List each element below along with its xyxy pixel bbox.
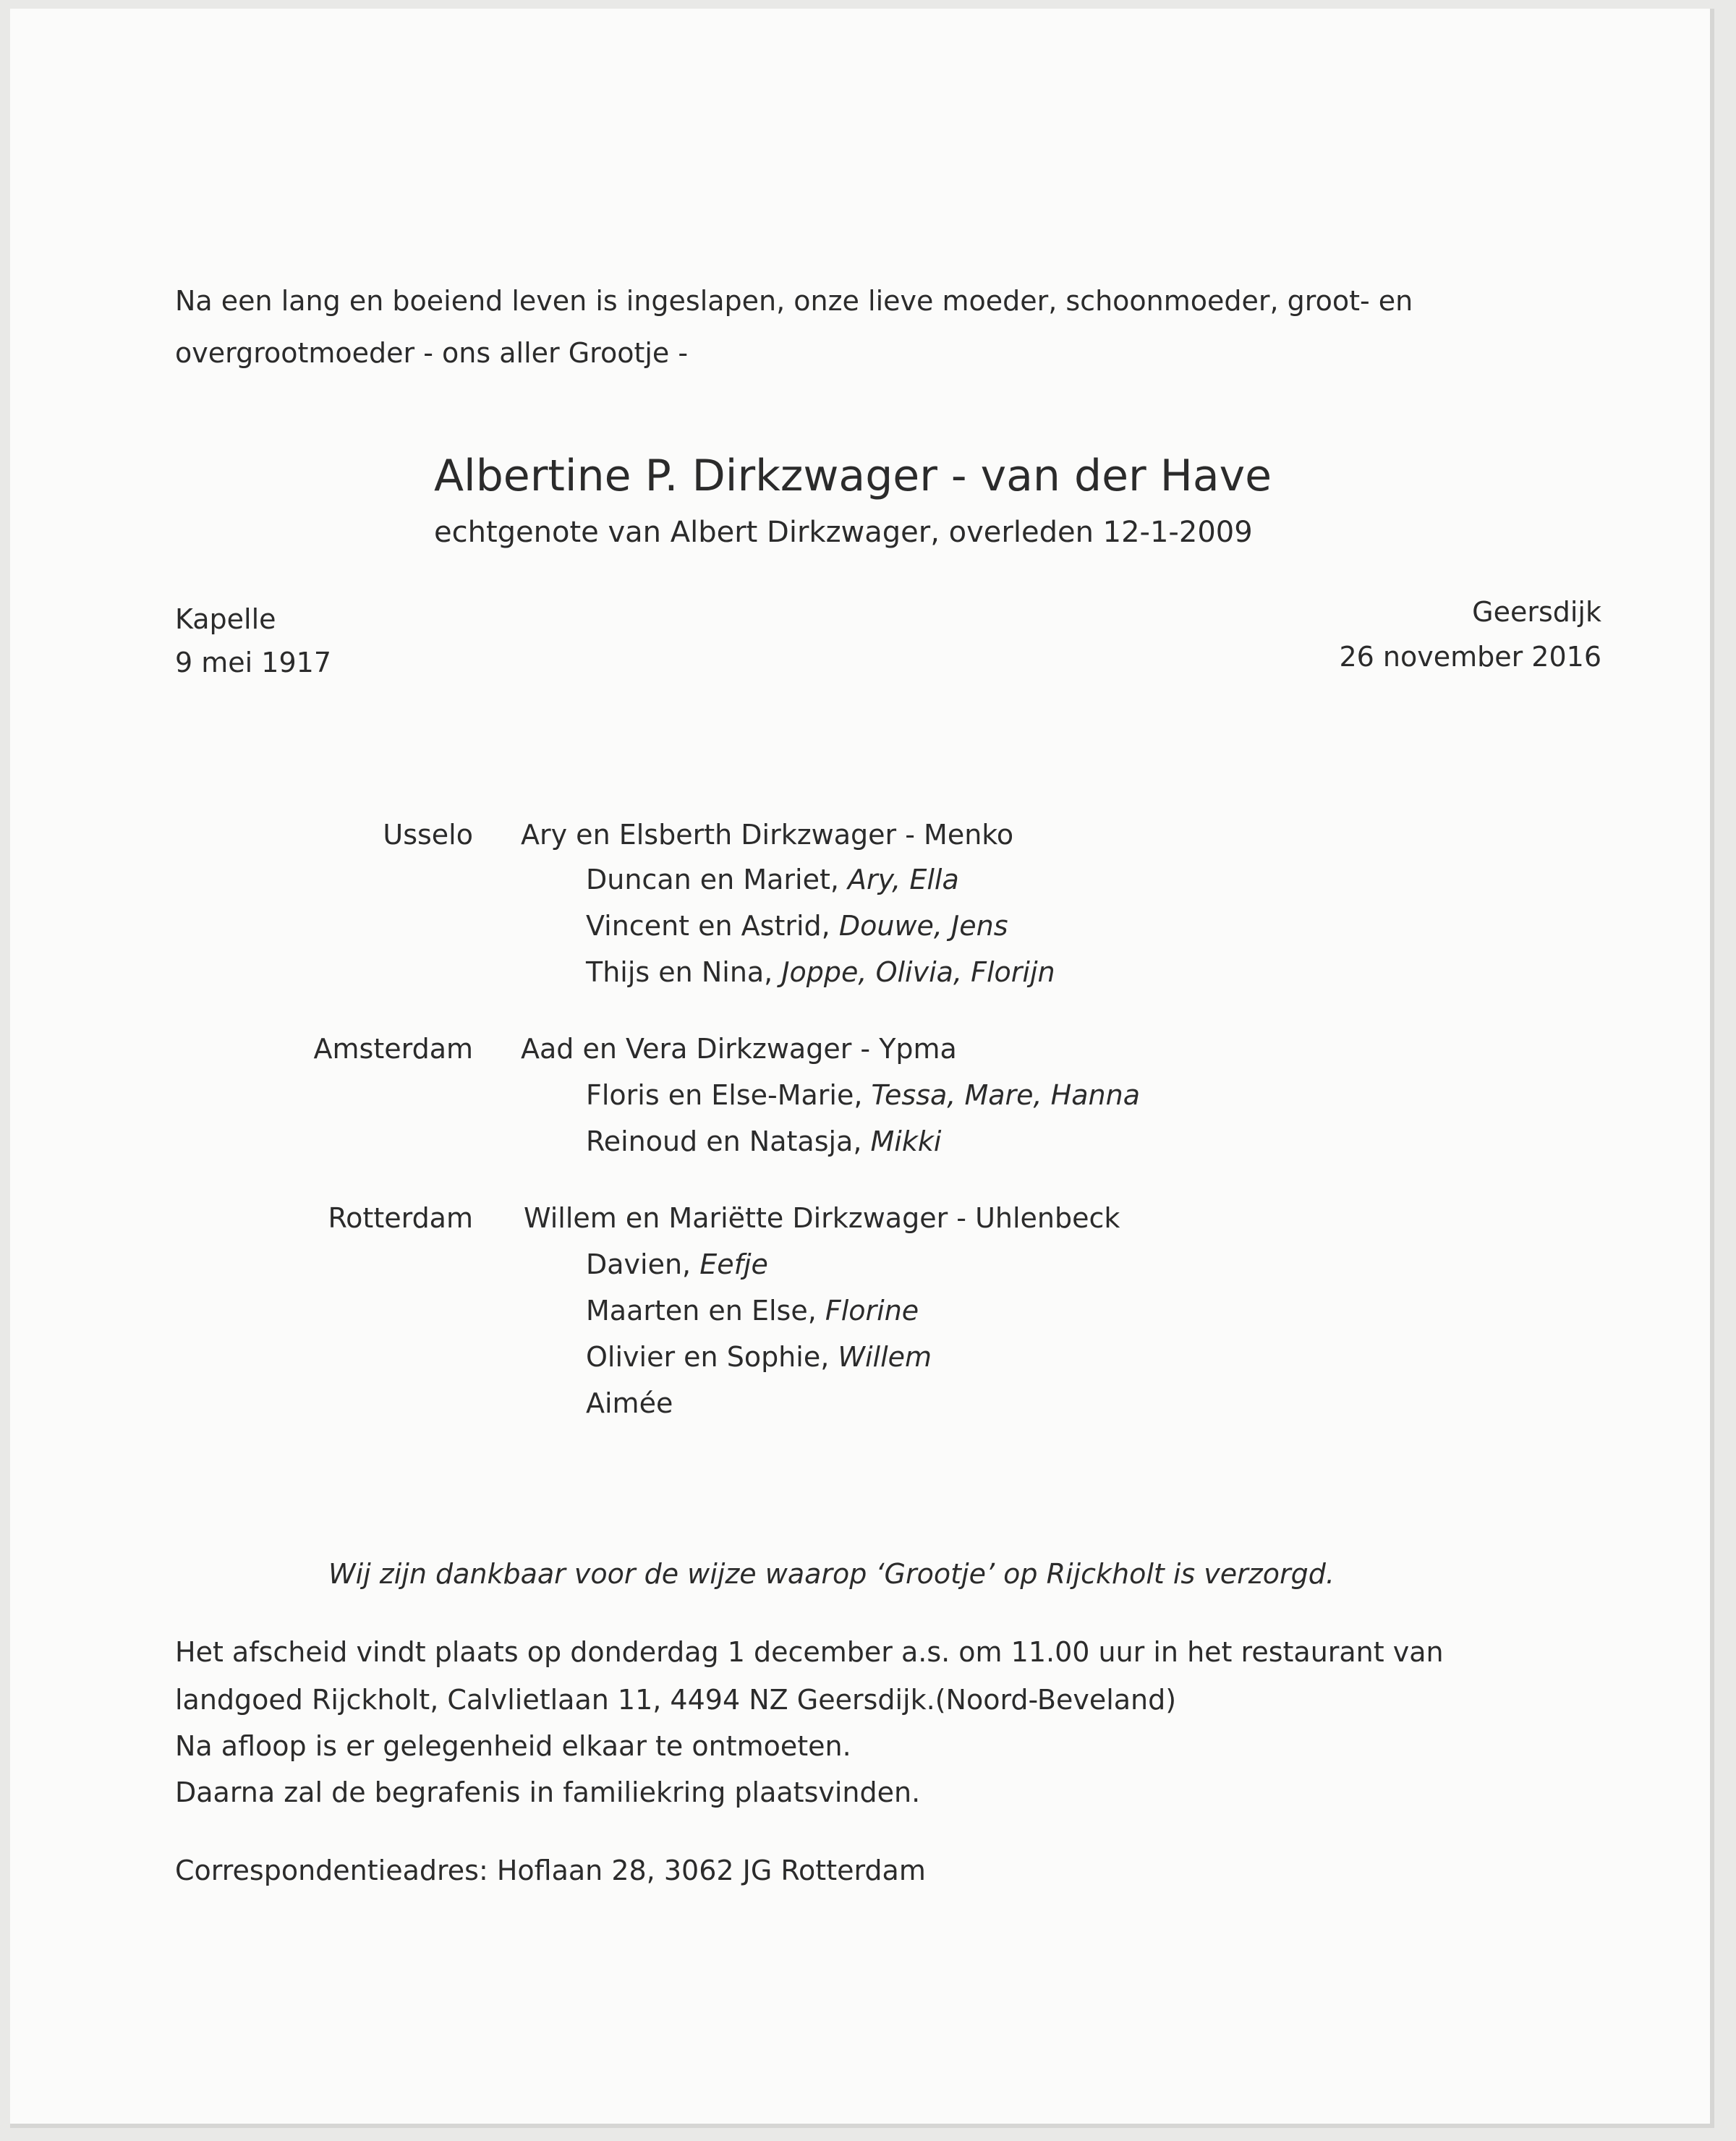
family-parents: Ary en Elsberth Dirkzwager - Menko (521, 819, 1014, 851)
grandchild-line: Olivier en Sophie, Willem (586, 1341, 932, 1373)
spouse-line: echtgenote van Albert Dirkzwager, overleden 12-1-2009 (434, 516, 1253, 549)
thanks-text: Wij zijn dankbaar voor de wijze waarop ‘Grootje’ op Rijckholt is verzorgd. (328, 1558, 1335, 1590)
grandchild-line: Floris en Else-Marie, Tessa, Mare, Hanna (586, 1079, 1140, 1111)
farewell-line: Daarna zal de begrafenis in familiekring plaatsvinden. (175, 1776, 921, 1808)
family-parents: Aad en Vera Dirkzwager - Ypma (521, 1033, 957, 1065)
death-place: Geersdijk (1472, 596, 1601, 628)
grandchild-line: Aimée (586, 1387, 673, 1419)
birth-date: 9 mei 1917 (175, 647, 331, 678)
family-place-amsterdam: Amsterdam (313, 1033, 473, 1065)
family-place-usselo: Usselo (383, 819, 473, 851)
family-place-rotterdam: Rotterdam (328, 1202, 473, 1234)
family-parents: Willem en Mariëtte Dirkzwager - Uhlenbeck (524, 1202, 1120, 1234)
grandchild-line: Duncan en Mariet, Ary, Ella (586, 864, 959, 895)
grandchild-line: Reinoud en Natasja, Mikki (586, 1125, 942, 1157)
farewell-line: Na afloop is er gelegenheid elkaar te ontmoeten. (175, 1730, 851, 1762)
grandchild-line: Vincent en Astrid, Douwe, Jens (586, 910, 1008, 942)
death-date: 26 november 2016 (1339, 641, 1601, 673)
grandchild-line: Davien, Eefje (586, 1248, 768, 1280)
farewell-line: landgoed Rijckholt, Calvlietlaan 11, 4494 NZ Geersdijk.(Noord-Beveland) (175, 1684, 1177, 1716)
deceased-name: Albertine P. Dirkzwager - van der Have (434, 451, 1272, 501)
correspondence-address: Correspondentieadres: Hoflaan 28, 3062 JG Rotterdam (175, 1855, 926, 1886)
announcement-card (10, 9, 1714, 2128)
birth-place: Kapelle (175, 603, 276, 635)
grandchild-line: Maarten en Else, Florine (586, 1295, 919, 1327)
grandchild-line: Thijs en Nina, Joppe, Olivia, Florijn (586, 956, 1055, 988)
farewell-line: Het afscheid vindt plaats op donderdag 1 december a.s. om 11.00 uur in het restaurant van (175, 1636, 1444, 1668)
intro-text: Na een lang en boeiend leven is ingeslapen, onze lieve moeder, schoonmoeder, groot- en overgrootmoeder - ons aller Grootje - (175, 285, 1413, 369)
